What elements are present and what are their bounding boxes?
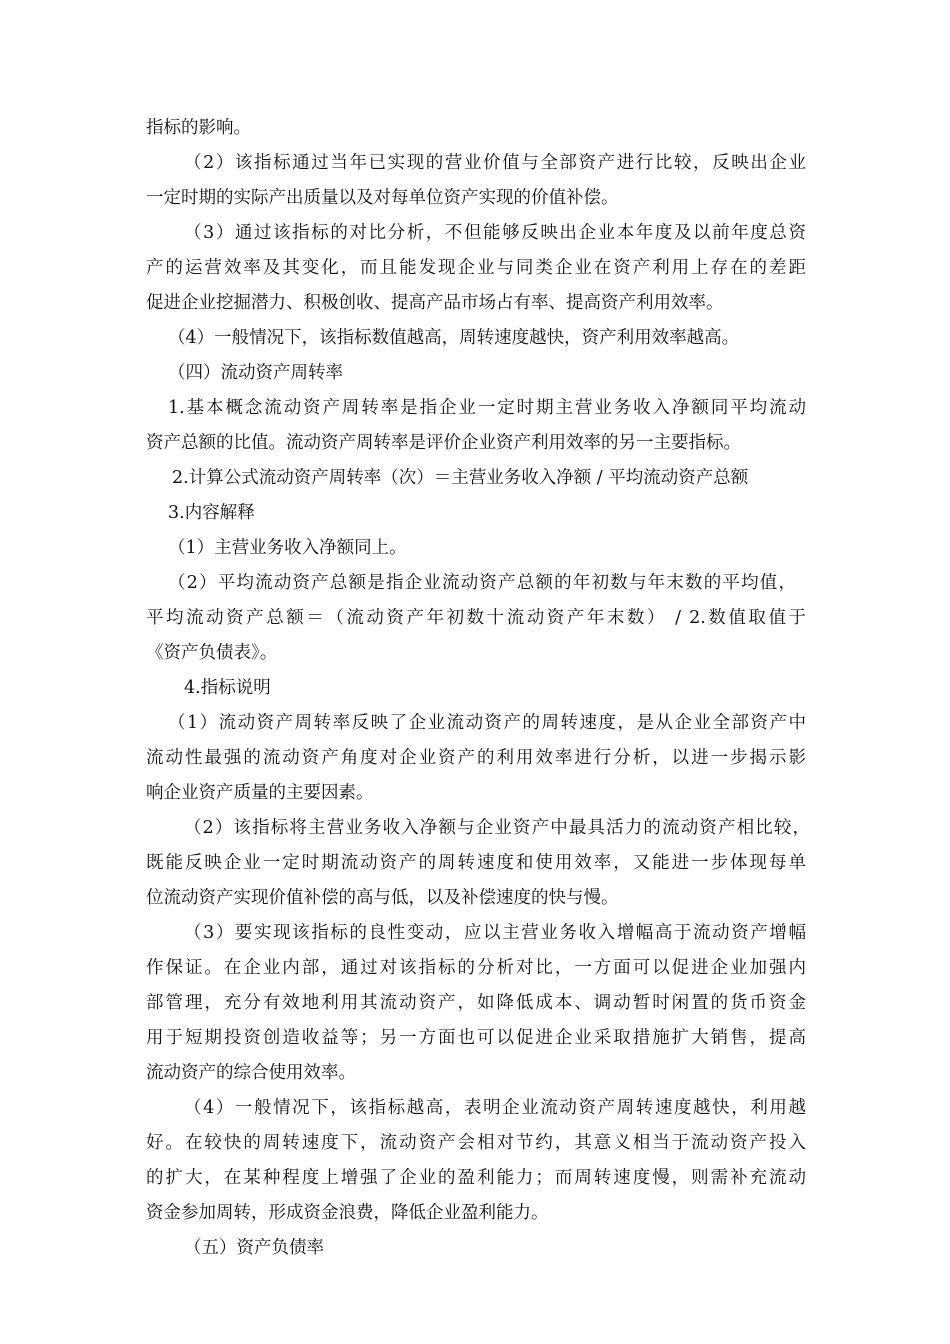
text-line: （2）该指标将主营业务收入净额与企业资产中最具活力的流动资产相比较， [184,818,810,838]
text-line: （2）该指标通过当年已实现的营业价值与全部资产进行比较，反映出企业 [184,153,806,173]
text-line: 位流动资产实现价值补偿的高与低，以及补偿速度的快与慢。 [146,888,619,908]
section-heading: （五）资产负债率 [184,1238,324,1258]
text-line: 流动资产的综合使用效率。 [146,1063,356,1083]
text-line: （2）平均流动资产总额是指企业流动资产总额的年初数与年末数的平均值， [168,573,796,593]
section-heading: （四）流动资产周转率 [168,363,343,383]
text-line: 平均流动资产总额＝（流动资产年初数十流动资产年末数） / 2.数值取值于 [146,608,806,628]
text-line: 响企业资产质量的主要因素。 [146,783,374,803]
subsection-heading: 4.指标说明 [184,678,271,698]
text-line: 好。在较快的周转速度下，流动资产会相对节约，其意义相当于流动资产投入 [146,1133,806,1153]
text-line: 一定时期的实际产出质量以及对每单位资产实现的价值补偿。 [146,188,619,208]
text-line: （3）要实现该指标的良性变动，应以主营业务收入增幅高于流动资产增幅 [184,923,806,943]
text-line: 产的运营效率及其变化，而且能发现企业与同类企业在资产利用上存在的差距 [146,258,806,278]
text-line: （4）一般情况下，该指标越高，表明企业流动资产周转速度越快，利用越 [184,1098,806,1118]
text-line: （1）主营业务收入净额同上。 [168,538,407,558]
subsection-heading: 3.内容解释 [168,503,255,523]
text-line: 1.基本概念流动资产周转率是指企业一定时期主营业务收入净额同平均流动 [168,398,806,418]
text-line: 《资产负债表》。 [146,643,278,663]
text-line: 流动性最强的流动资产角度对企业资产的利用效率进行分析，以进一步揭示影 [146,748,806,768]
text-line: 2.计算公式流动资产周转率（次）＝主营业务收入净额 / 平均流动资产总额 [172,468,749,488]
text-line: 资产总额的比值。流动资产周转率是评价企业资产利用效率的另一主要指标。 [146,433,741,453]
text-line: 作保证。在企业内部，通过对该指标的分析对比，一方面可以促进企业加强内 [146,958,806,978]
text-line: 的扩大，在某种程度上增强了企业的盈利能力；而周转速度慢，则需补充流动 [146,1168,806,1188]
text-line: 资金参加周转，形成资金浪费，降低企业盈利能力。 [146,1203,549,1223]
text-line: 促进企业挖掘潜力、积极创收、提高产品市场占有率、提高资产利用效率。 [146,293,724,313]
text-line: （3）通过该指标的对比分析，不但能够反映出企业本年度及以前年度总资 [184,223,806,243]
text-line: （4）一般情况下，该指标数值越高，周转速度越快，资产利用效率越高。 [168,328,740,348]
text-line: （1）流动资产周转率反映了企业流动资产的周转速度，是从企业全部资产中 [168,713,806,733]
text-line: 既能反映企业一定时期流动资产的周转速度和使用效率，又能进一步体现每单 [146,853,806,873]
text-line: 部管理，充分有效地利用其流动资产，如降低成本、调动暂时闲置的货币资金 [146,993,806,1013]
text-line: 指标的影响。 [146,118,251,138]
text-line: 用于短期投资创造收益等；另一方面也可以促进企业采取措施扩大销售，提高 [146,1028,806,1048]
